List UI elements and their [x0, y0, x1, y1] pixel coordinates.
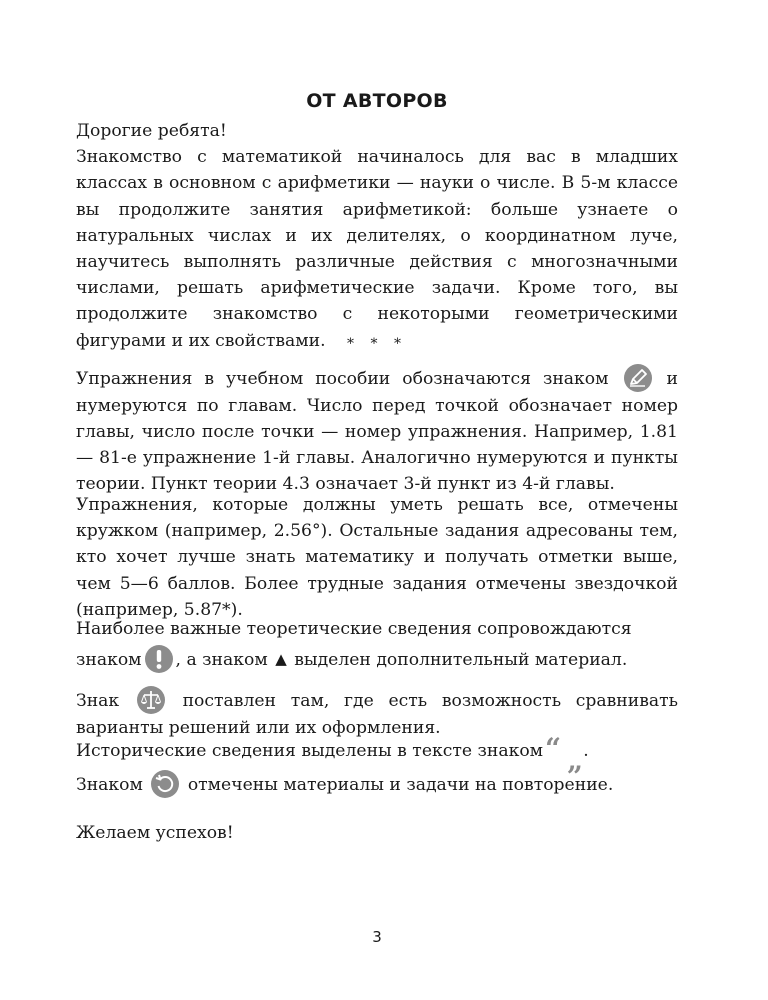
compare-text-start: Знак	[76, 691, 120, 711]
repeat-circle-icon	[150, 769, 180, 799]
pencil-circle-icon	[623, 363, 653, 393]
important-text-start: знаком	[76, 650, 142, 670]
exercises-paragraph	[76, 366, 678, 497]
greeting-text	[76, 118, 678, 144]
section-separator: * * *	[347, 336, 407, 352]
review-text-start: Знаком	[76, 775, 143, 795]
history-line	[76, 732, 678, 777]
page-title: ОТ АВТОРОВ	[306, 90, 448, 112]
triangle-icon: ▲	[275, 650, 287, 668]
scales-circle-icon	[136, 685, 166, 715]
page	[76, 0, 678, 1000]
intro-paragraph: Знакомство с математикой начиналось для вас в младших классах в основном с арифметики — науки о числе. В 5-м классе вы продолжите занятия арифметикой: больше узнаете о натуральных числах и их делителях, о координатном луче, научитесь выполнять различные действия с многозначными числами, решать арифметические задачи. Кроме того, вы продолжите знакомство с некоторыми геометрическими фигурами и их свойствами.	[76, 147, 678, 351]
greeting: Дорогие ребята!	[76, 121, 227, 141]
exercises-text	[76, 366, 678, 497]
important-text-middle: , а знаком	[175, 650, 268, 670]
exercises-text-start: Упражнения в учебном пособии обозначаются знаком	[76, 369, 609, 389]
page-number: 3	[372, 928, 382, 946]
review-line	[76, 772, 678, 799]
intro-section	[76, 118, 678, 354]
important-line-2	[76, 646, 678, 674]
exclamation-circle-icon	[144, 644, 174, 674]
history-end: .	[583, 741, 589, 761]
review-text-end: отмечены материалы и задачи на повторение.	[187, 775, 614, 795]
compare-text	[76, 688, 678, 741]
important-line-1: Наиболее важные теоретические сведения сопровождаются	[76, 619, 632, 639]
closing-text: Желаем успехов!	[76, 823, 234, 843]
levels-text: Упражнения, которые должны уметь решать все, отмечены кружком (например, 2.56°). Остальные задания адресованы тем, кто хочет лучше знать математику и получать отметки выше, чем 5—6 баллов. Более трудные задания отмечены звездочкой (например, 5.87*).	[76, 495, 678, 620]
compare-text-end: поставлен там, где есть возможность сравнивать варианты решений или их оформления.	[76, 691, 679, 738]
quote-close-icon: „	[567, 744, 584, 777]
levels-paragraph	[76, 492, 678, 623]
compare-paragraph	[76, 688, 678, 741]
important-text-end: выделен дополнительный материал.	[294, 650, 628, 670]
history-text: Исторические сведения выделены в тексте знаком	[76, 741, 544, 761]
exercises-text-end: и нумеруются по главам. Число перед точкой обозначает номер главы, число после точки — номер упражнения. Например, 1.81 — 81-е упражнение 1-й главы. Аналогично нумеруются и пункты теории. Пункт теории 4.3 означает 3-й пункт из 4-й главы.	[76, 369, 678, 495]
quote-open-icon: “	[545, 732, 562, 765]
